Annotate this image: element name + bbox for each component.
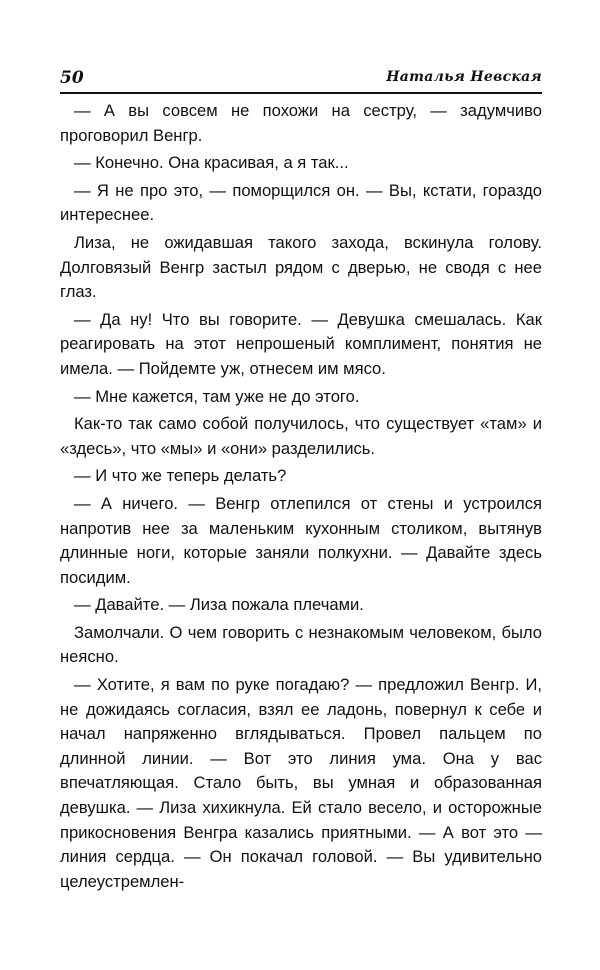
paragraph: — А ничего. — Венгр отлепился от стены и устроился напротив нее за маленьким кухонным столиком, вытянув длинные ноги, которые заняли полкухни. — Давайте здесь посидим.: [60, 493, 542, 587]
running-head-author: Наталья Невская: [386, 69, 542, 85]
paragraph: Замолчали. О чем говорить с незнакомым человеком, было неясно.: [60, 622, 542, 667]
book-page: [60, 0, 542, 970]
paragraph: — И что же теперь делать?: [74, 466, 287, 486]
body-text: [60, 99, 542, 897]
paragraph: — Да ну! Что вы говорите. — Девушка смешалась. Как реагировать на этот непрошеный комплимент, понятия не имела. — Пойдемте уж, отнесем им мясо.: [60, 309, 542, 378]
page-header: [60, 66, 542, 90]
paragraph: Лиза, не ожидавшая такого захода, вскинула голову. Долговязый Венгр застыл рядом с дверью, не сводя с нее глаз.: [60, 232, 542, 302]
paragraph: Как-то так само собой получилось, что существует «там» и «здесь», что «мы» и «они» разделились.: [60, 414, 542, 458]
header-rule: [60, 92, 542, 94]
paragraph: — Хотите, я вам по руке погадаю? — предложил Венгр. И, не дожидаясь согласия, взял ее ладонь, повернул к себе и начал напряженно вглядываться. Провел пальцем по длинной линии. — Вот это линия ума. Она у вас впечатляющая. Стало быть, вы умная и образованная девушка. — Лиза хихикнула. Ей стало весело, и осторожные прикосновения Венгра казались приятными. — А вот это — линия сердца. — Он покачал головой. — Вы удивительно целеустремлен-: [60, 675, 542, 891]
paragraph: — Я не про это, — поморщился он. — Вы, кстати, гораздо интереснее.: [60, 180, 542, 225]
paragraph: — А вы совсем не похожи на сестру, — задумчиво проговорил Венгр.: [60, 101, 542, 145]
page-number: 50: [60, 68, 84, 88]
paragraph: — Конечно. Она красивая, а я так...: [74, 153, 349, 173]
paragraph: — Мне кажется, там уже не до этого.: [74, 386, 360, 406]
paragraph: — Давайте. — Лиза пожала плечами.: [74, 595, 364, 615]
